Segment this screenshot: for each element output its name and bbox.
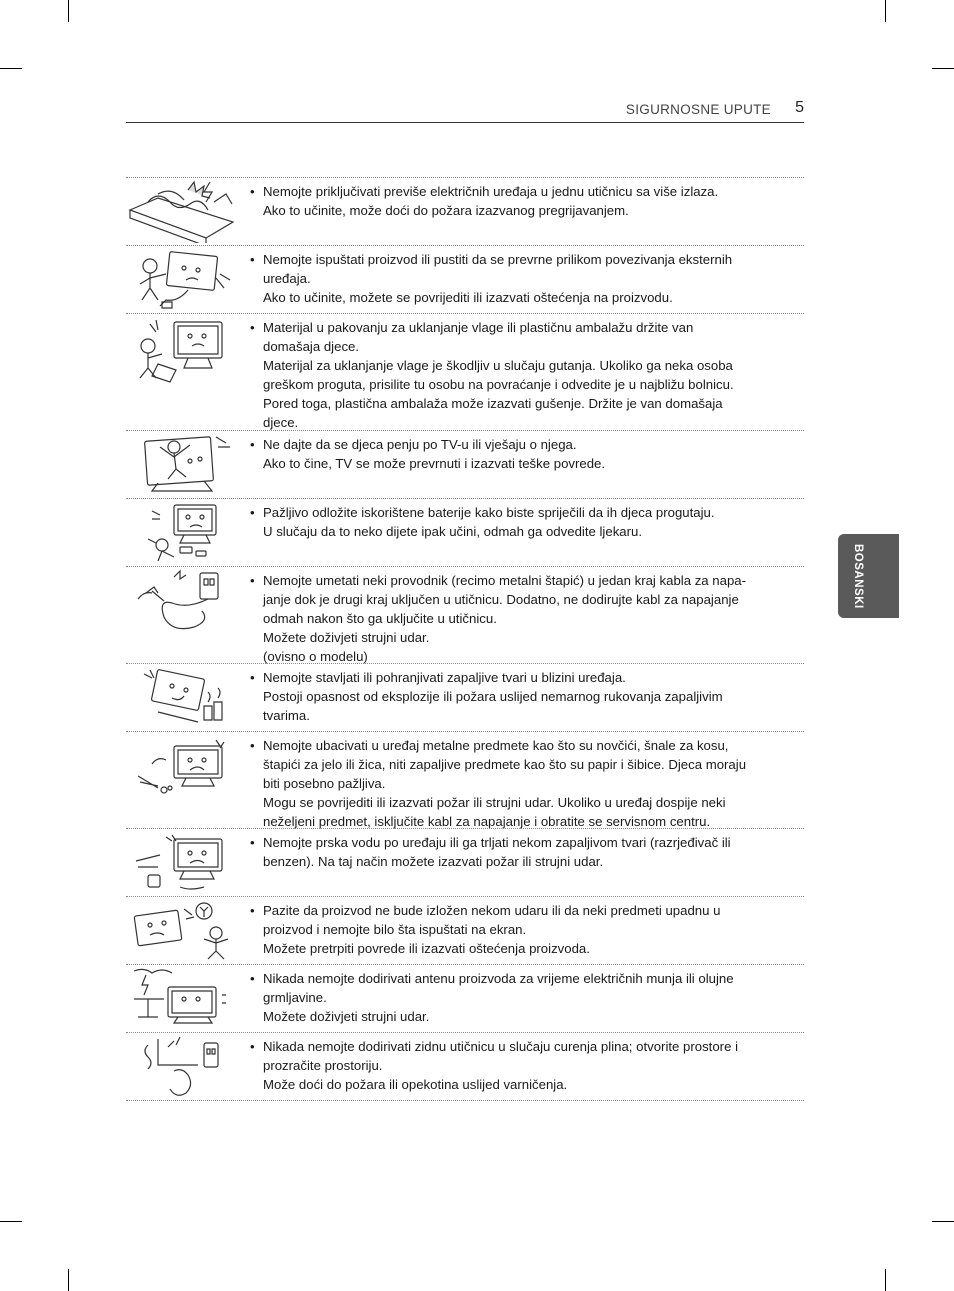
item-text xyxy=(250,736,790,831)
bullet: • xyxy=(250,835,255,850)
text-line: odmah nakon što ga uključite u utičnicu. xyxy=(263,611,497,626)
safety-item xyxy=(126,177,804,245)
text-line: Ne dajte da se djeca penju po TV-u ili vješaju o njega. xyxy=(263,437,577,452)
text-line: Pored toga, plastična ambalaža može izazvati gušenje. Držite je van domašaja xyxy=(263,396,723,411)
bullet: • xyxy=(250,903,255,918)
bullet: • xyxy=(250,505,255,520)
item-text xyxy=(250,969,790,1026)
header-title: SIGURNOSNE UPUTE xyxy=(625,102,771,117)
power-cable-conductor-icon xyxy=(128,569,238,632)
text-line: djece. xyxy=(263,415,299,430)
crop-mark xyxy=(885,0,886,22)
text-line: prozračite prostoriju. xyxy=(263,1058,383,1073)
child-packaging-icon xyxy=(128,316,238,384)
text-line: Nemojte umetati neki provodnik (recimo metalni štapić) u jedan kraj kabla za napa- xyxy=(263,573,747,588)
page-number: 5 xyxy=(795,99,804,116)
bullet: • xyxy=(250,320,255,335)
text-line: neželjeni predmet, isključite kabl za napajanje i obratite se servisnom centru. xyxy=(263,814,711,829)
text-line: greškom proguta, prisilite tu osobu na povraćanje i odvedite je u najbližu bolnicu. xyxy=(263,377,734,392)
text-line: Nemojte ispuštati proizvod ili pustiti da se prevrne prilikom povezivanja eksternih xyxy=(263,252,733,267)
item-text xyxy=(250,318,790,432)
text-line: Mogu se povrijediti ili izazvati požar ili strujni udar. Ukoliko u uređaj dospije neki xyxy=(263,795,726,810)
language-tab-label: BOSANSKI xyxy=(852,543,864,609)
text-line: Može doći do požara ili opekotina uslijed varničenja. xyxy=(263,1077,568,1092)
bullet: • xyxy=(250,252,255,267)
gas-leak-outlet-icon xyxy=(128,1035,238,1098)
item-text xyxy=(250,571,790,666)
ball-hitting-tv-icon xyxy=(128,899,238,962)
tv-falling-cable-icon xyxy=(128,248,238,311)
bullet: • xyxy=(250,971,255,986)
text-line: Nemojte stavljati ili pohranjivati zapaljive tvari u blizini uređaja. xyxy=(263,670,626,685)
item-text xyxy=(250,435,790,473)
power-strip-overload-icon xyxy=(128,180,238,243)
item-text xyxy=(250,250,790,307)
child-battery-icon xyxy=(128,501,238,564)
text-line: proizvod i nemojte bilo šta ispuštati na ekran. xyxy=(263,922,527,937)
text-line: Nikada nemojte dodirivati zidnu utičnicu u slučaju curenja plina; otvorite prostore i xyxy=(263,1039,739,1054)
safety-item xyxy=(126,566,804,663)
text-line: Nikada nemojte dodirivati antenu proizvoda za vrijeme električnih munja ili olujne xyxy=(263,971,734,986)
text-line: Možete doživjeti strujni udar. xyxy=(263,1009,430,1024)
text-line: Ako to učinite, možete se povrijediti ili izazvati oštećenja na proizvodu. xyxy=(263,290,673,305)
child-climbing-tv-icon xyxy=(128,433,238,496)
text-line: grmljavine. xyxy=(263,990,327,1005)
text-line: tvarima. xyxy=(263,708,310,723)
item-text xyxy=(250,503,790,541)
bullet: • xyxy=(250,573,255,588)
safety-instructions-list xyxy=(126,177,804,1101)
text-line: Nemojte priključivati previše električnih uređaja u jednu utičnicu sa više izlaza. xyxy=(263,184,719,199)
bullet: • xyxy=(250,738,255,753)
item-text xyxy=(250,668,790,725)
crop-mark xyxy=(68,1269,69,1291)
safety-item xyxy=(126,498,804,566)
safety-item xyxy=(126,663,804,731)
text-line: biti posebno pažljiva. xyxy=(263,776,386,791)
safety-item xyxy=(126,964,804,1032)
item-text xyxy=(250,182,790,220)
bullet: • xyxy=(250,184,255,199)
text-line: Materijal za uklanjanje vlage je škodljiv u slučaju gutanja. Ukoliko ga neka osoba xyxy=(263,358,733,373)
text-line: Nemojte prska vodu po uređaju ili ga trljati nekom zapaljivom tvari (razrjeđivač ili xyxy=(263,835,731,850)
safety-item xyxy=(126,313,804,430)
text-line: Ako to učinite, može doći do požara izazvanog pregrijavanjem. xyxy=(263,203,629,218)
bullet: • xyxy=(250,437,255,452)
metal-objects-tv-icon xyxy=(128,734,238,797)
text-line: Ako to čine, TV se može prevrnuti i izazvati teške povrede. xyxy=(263,456,606,471)
safety-item xyxy=(126,731,804,828)
language-tab xyxy=(838,534,899,618)
text-line: Pazite da proizvod ne bude izložen nekom udaru ili da neki predmeti upadnu u xyxy=(263,903,721,918)
crop-mark xyxy=(0,68,22,69)
text-line: benzen). Na taj način možete izazvati požar ili strujni udar. xyxy=(263,854,604,869)
crop-mark xyxy=(932,1221,954,1222)
text-line: Postoji opasnost od eksplozije ili požara uslijed nemarnog rukovanja zapaljivim xyxy=(263,689,723,704)
safety-item xyxy=(126,430,804,498)
spray-water-tv-icon xyxy=(128,831,238,894)
safety-item xyxy=(126,245,804,313)
safety-item xyxy=(126,896,804,964)
page-header xyxy=(126,100,804,123)
text-line: Materijal u pakovanju za uklanjanje vlage ili plastičnu ambalažu držite van xyxy=(263,320,694,335)
text-line: uređaja. xyxy=(263,271,311,286)
text-line: štapići za jelo ili žica, niti zapaljive predmete kao što su papir i šibice. Djeca moraju xyxy=(263,757,747,772)
lightning-antenna-icon xyxy=(128,967,238,1030)
flammable-near-tv-icon xyxy=(128,666,238,729)
item-text xyxy=(250,833,790,871)
text-line: Pažljivo odložite iskorištene baterije kako biste spriječili da ih djeca progutaju. xyxy=(263,505,715,520)
safety-item xyxy=(126,1032,804,1101)
text-line: domašaja djece. xyxy=(263,339,360,354)
crop-mark xyxy=(68,0,69,22)
safety-item xyxy=(126,828,804,896)
item-text xyxy=(250,901,790,958)
text-line: Nemojte ubacivati u uređaj metalne predmete kao što su novčići, šnale za kosu, xyxy=(263,738,729,753)
text-line: U slučaju da to neko dijete ipak učini, odmah ga odvedite ljekaru. xyxy=(263,524,643,539)
text-line: Možete pretrpiti povrede ili izazvati oštećenja proizvoda. xyxy=(263,941,590,956)
bullet: • xyxy=(250,670,255,685)
crop-mark xyxy=(932,68,954,69)
text-line: Možete doživjeti strujni udar. xyxy=(263,630,430,645)
item-text xyxy=(250,1037,790,1094)
text-line: (ovisno o modelu) xyxy=(263,649,368,664)
bullet: • xyxy=(250,1039,255,1054)
crop-mark xyxy=(885,1269,886,1291)
text-line: janje dok je drugi kraj uključen u utičnicu. Dodatno, ne dodirujte kabl za napajanje xyxy=(263,592,739,607)
crop-mark xyxy=(0,1221,22,1222)
